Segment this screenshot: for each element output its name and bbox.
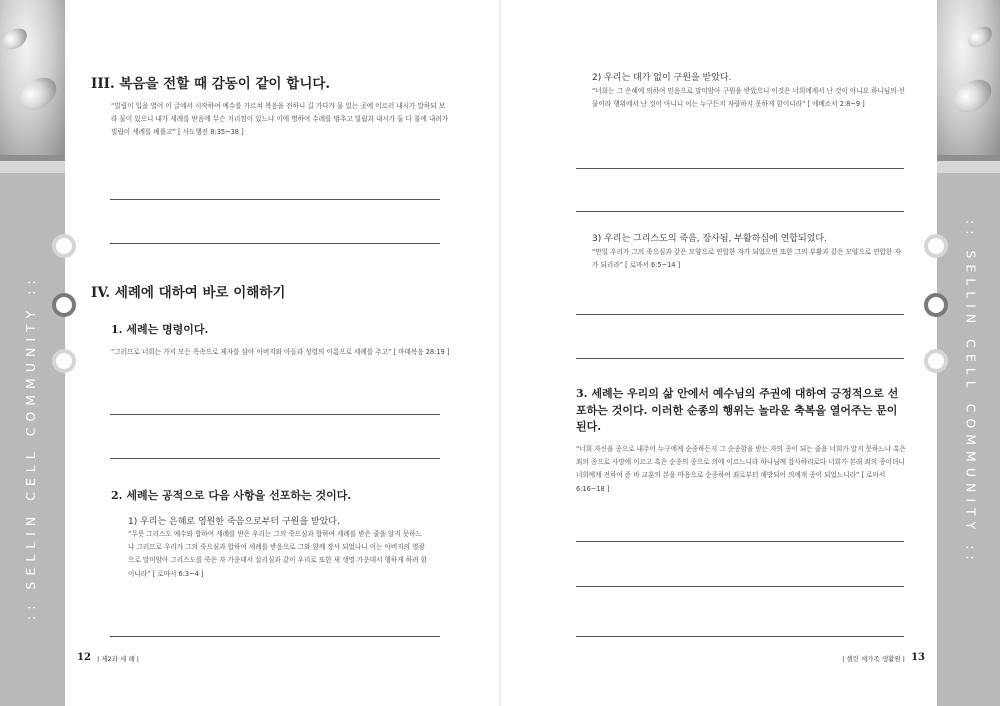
answer-line (110, 636, 440, 637)
section-3-title: III. 복음을 전할 때 감동이 같이 합니다. (91, 76, 331, 92)
sidebar-stripe (937, 161, 1000, 173)
right-sidebar (937, 0, 1000, 706)
sidebar-vertical-text: :: SELLIN CELL COMMUNITY :: (963, 220, 979, 566)
sidebar-vertical-text: :: SELLIN CELL COMMUNITY :: (22, 274, 38, 620)
section-4-title: IV. 세례에 대하여 바로 이해하기 (91, 285, 286, 301)
right-page (500, 0, 937, 706)
page-number: 12 (77, 652, 91, 663)
section-3-quote: “빌립이 입을 열어 이 글에서 시작하여 예수를 가르쳐 복음을 전하니 길 가다가 물 있는 곳에 이르러 내시가 말하되 보라 물이 있으니 내가 세례를 받음에 무슨 거리낌이 있느냐 이에 명하여 수레를 멈추고 빌립과 내시가 둘 다 물에 내려가 빌립이 세례를 베풀고” [ 사도행전 8:35~38 ] (111, 102, 449, 137)
water-drop-icon (949, 73, 998, 119)
answer-line (110, 199, 440, 200)
answer-line (576, 636, 904, 637)
running-head: | 셀린 세가족 생활원 | (842, 655, 905, 663)
sidebar-stripe (0, 161, 65, 173)
item-1-quote: “무릇 그리스도 예수와 합하여 세례를 받은 우리는 그의 죽으심과 합하여 세례를 받은 줄을 알지 못하느냐 그러므로 우리가 그의 죽으심과 합하여 세례를 받음으로 그와 함께 장사 되었나니 이는 아버지의 영광으로 말미암아 그리스도를 죽은 자 가운데서 살리심과 같이 우리로 또한 새 생명 가운데서 행하게 하려 함이니라” [ 로마서 6:3~4 ] (128, 530, 427, 578)
item-1-title: 1) 우리는 은혜로 영원한 죽음으로부터 구원을 받았다. (128, 517, 340, 527)
answer-line (576, 586, 904, 587)
subsection-1-title: 1. 세례는 명령이다. (111, 323, 209, 336)
answer-line (576, 541, 904, 542)
water-drop-icon (0, 24, 31, 54)
answer-line (576, 168, 904, 169)
item-3-quote: “만일 우리가 그의 죽으심과 같은 모양으로 연합한 자가 되었으면 또한 그의 부활과 같은 모양으로 연합한 자가 되리라” [ 로마서 6:5~14 ] (592, 248, 901, 270)
left-sidebar (0, 0, 65, 706)
answer-line (576, 314, 904, 315)
water-drop-icon (964, 22, 996, 52)
item-3-title: 3) 우리는 그리스도의 죽음, 장사됨, 부활하심에 연합되었다. (592, 234, 827, 244)
sidebar-photo (0, 0, 65, 155)
subsection-1-quote: “그러므로 너희는 가서 모든 족속으로 제자를 삼아 아버지와 아들과 성령의 이름으로 세례를 주고” [ 마태복음 28:19 ] (111, 348, 450, 356)
item-2-title: 2) 우리는 대가 없이 구원을 받았다. (592, 73, 732, 83)
answer-line (110, 458, 440, 459)
page-number: 13 (911, 652, 925, 663)
answer-line (110, 243, 440, 244)
left-page (65, 0, 500, 706)
sidebar-photo (937, 0, 1000, 155)
answer-line (576, 358, 904, 359)
subsection-2-title: 2. 세례는 공적으로 다음 사항을 선포하는 것이다. (111, 489, 352, 502)
water-drop-icon (14, 71, 63, 117)
running-head: | 제2과 세 례 | (97, 655, 139, 663)
subsection-3-title: 3. 세례는 우리의 삶 안에서 예수님의 주권에 대하여 긍정적으로 선포하는 것이다. 이러한 순종의 행위는 놀라운 축복을 열어주는 문이 된다. (576, 387, 899, 433)
item-2-quote: “너희는 그 은혜에 의하여 믿음으로 말미암아 구원을 받았으니 이것은 너희에게서 난 것이 아니요 하나님의 선물이라 행위에서 난 것이 아니니 이는 누구든지 자랑하지 못하게 함이니라” [ 에베소서 2:8~9 ] (592, 87, 906, 109)
answer-line (576, 211, 904, 212)
answer-line (110, 414, 440, 415)
subsection-3-quote: “너희 자신을 종으로 내주어 누구에게 순종하든지 그 순종함을 받는 자의 종이 되는 줄을 너희가 알지 못하느냐 혹은 죄의 종으로 사망에 이르고 혹은 순종의 종으로 의에 이르느니라 하나님께 감사하리로다 너희가 본래 죄의 종이더니 너희에게 전하여 준 바 교훈의 본을 마음으로 순종하여 죄로부터 해방되어 의에게 종이 되었느니라” [ 로마서 6:16~18 ] (576, 445, 906, 493)
